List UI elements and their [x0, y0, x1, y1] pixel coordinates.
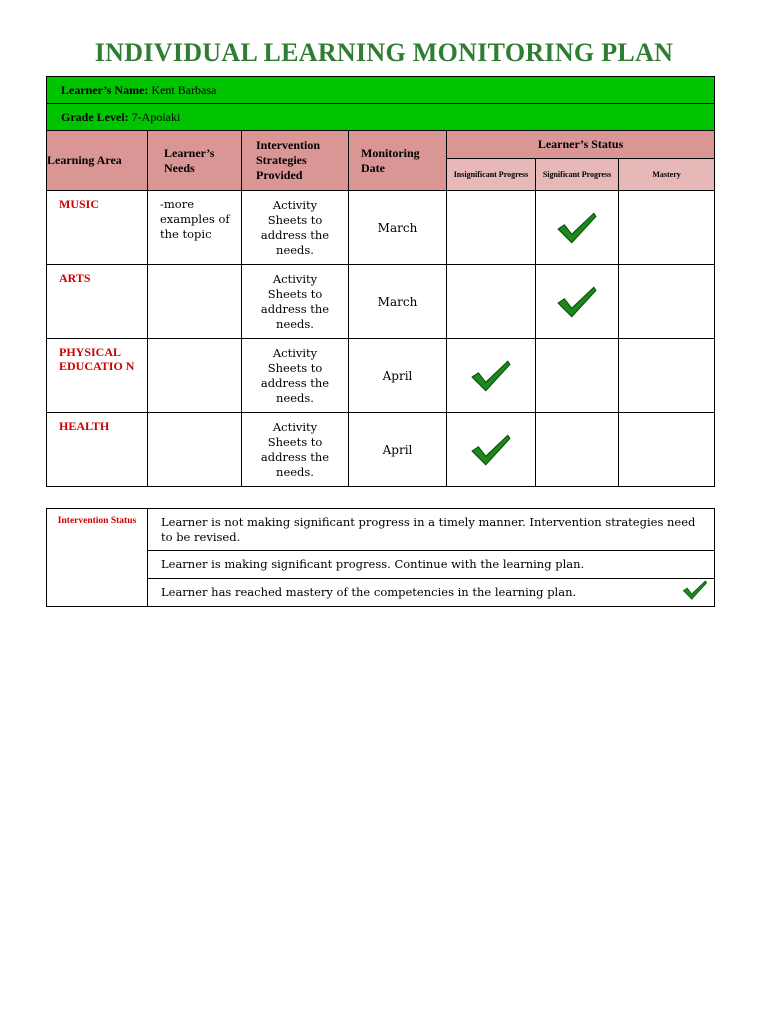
checkmark-icon: [536, 285, 618, 319]
learning-area-cell: ARTS: [47, 265, 148, 339]
status-mastery-cell: [619, 265, 715, 339]
status-significant-cell: [536, 191, 619, 265]
header-learning-area: Learning Area: [47, 131, 148, 191]
status-mastery-cell: [619, 191, 715, 265]
grade-level-row: [47, 104, 715, 131]
page-title: INDIVIDUAL LEARNING MONITORING PLAN: [94, 38, 674, 67]
status-mastery-cell: [619, 413, 715, 487]
table-row: [47, 191, 715, 265]
monitoring-date-cell: March: [349, 265, 447, 339]
header-intervention: Intervention Strategies Provided: [242, 131, 349, 191]
intervention-status-legend: [46, 508, 715, 607]
status-insignificant-cell: [447, 339, 536, 413]
learning-area-cell: HEALTH: [47, 413, 148, 487]
legend-check-icon: [682, 579, 708, 605]
status-significant-cell: [536, 339, 619, 413]
table-row: [47, 265, 715, 339]
learner-name-value: Kent Barbasa: [151, 82, 217, 97]
intervention-cell: Activity Sheets to address the needs.: [242, 191, 349, 265]
checkmark-icon: [536, 211, 618, 245]
learning-area-cell: PHYSICAL EDUCATIO N: [47, 339, 148, 413]
legend-item-text: Learner is not making significant progress in a timely manner. Intervention strategies need to be revised.: [161, 514, 696, 544]
learners-needs-cell: -more examples of the topic: [148, 191, 242, 265]
status-mastery-cell: [619, 339, 715, 413]
header-status-significant: Significant Progress: [536, 159, 619, 191]
intervention-cell: Activity Sheets to address the needs.: [242, 339, 349, 413]
header-status-mastery: Mastery: [619, 159, 715, 191]
status-significant-cell: [536, 265, 619, 339]
legend-item-mastery: [148, 579, 715, 607]
learner-name-label: Learner’s Name:: [61, 82, 149, 97]
learner-name-row: [47, 77, 715, 104]
status-insignificant-cell: [447, 413, 536, 487]
grade-level-label: Grade Level:: [61, 109, 129, 124]
header-learners-needs: Learner’s Needs: [148, 131, 242, 191]
table-row: [47, 413, 715, 487]
learners-needs-cell: [148, 265, 242, 339]
legend-item-significant: [148, 551, 715, 579]
status-insignificant-cell: [447, 191, 536, 265]
table-row: [47, 339, 715, 413]
header-learners-status: Learner’s Status: [447, 131, 715, 159]
intervention-cell: Activity Sheets to address the needs.: [242, 413, 349, 487]
learning-area-cell: MUSIC: [47, 191, 148, 265]
legend-item-text: Learner is making significant progress. Continue with the learning plan.: [161, 557, 585, 571]
monitoring-date-cell: April: [349, 339, 447, 413]
status-insignificant-cell: [447, 265, 536, 339]
legend-label: Intervention Status: [47, 509, 148, 607]
learners-needs-cell: [148, 413, 242, 487]
learners-needs-cell: [148, 339, 242, 413]
checkmark-icon: [447, 359, 535, 393]
legend-item-not-significant: [148, 509, 715, 551]
grade-level-value: 7-Apolaki: [131, 109, 181, 124]
monitoring-table: [46, 76, 715, 487]
header-status-insignificant: Insignificant Progress: [447, 159, 536, 191]
monitoring-date-cell: April: [349, 413, 447, 487]
header-monitoring-date: Monitoring Date: [349, 131, 447, 191]
checkmark-icon: [447, 433, 535, 467]
status-significant-cell: [536, 413, 619, 487]
intervention-cell: Activity Sheets to address the needs.: [242, 265, 349, 339]
monitoring-date-cell: March: [349, 191, 447, 265]
legend-item-text: Learner has reached mastery of the competencies in the learning plan.: [161, 585, 577, 599]
